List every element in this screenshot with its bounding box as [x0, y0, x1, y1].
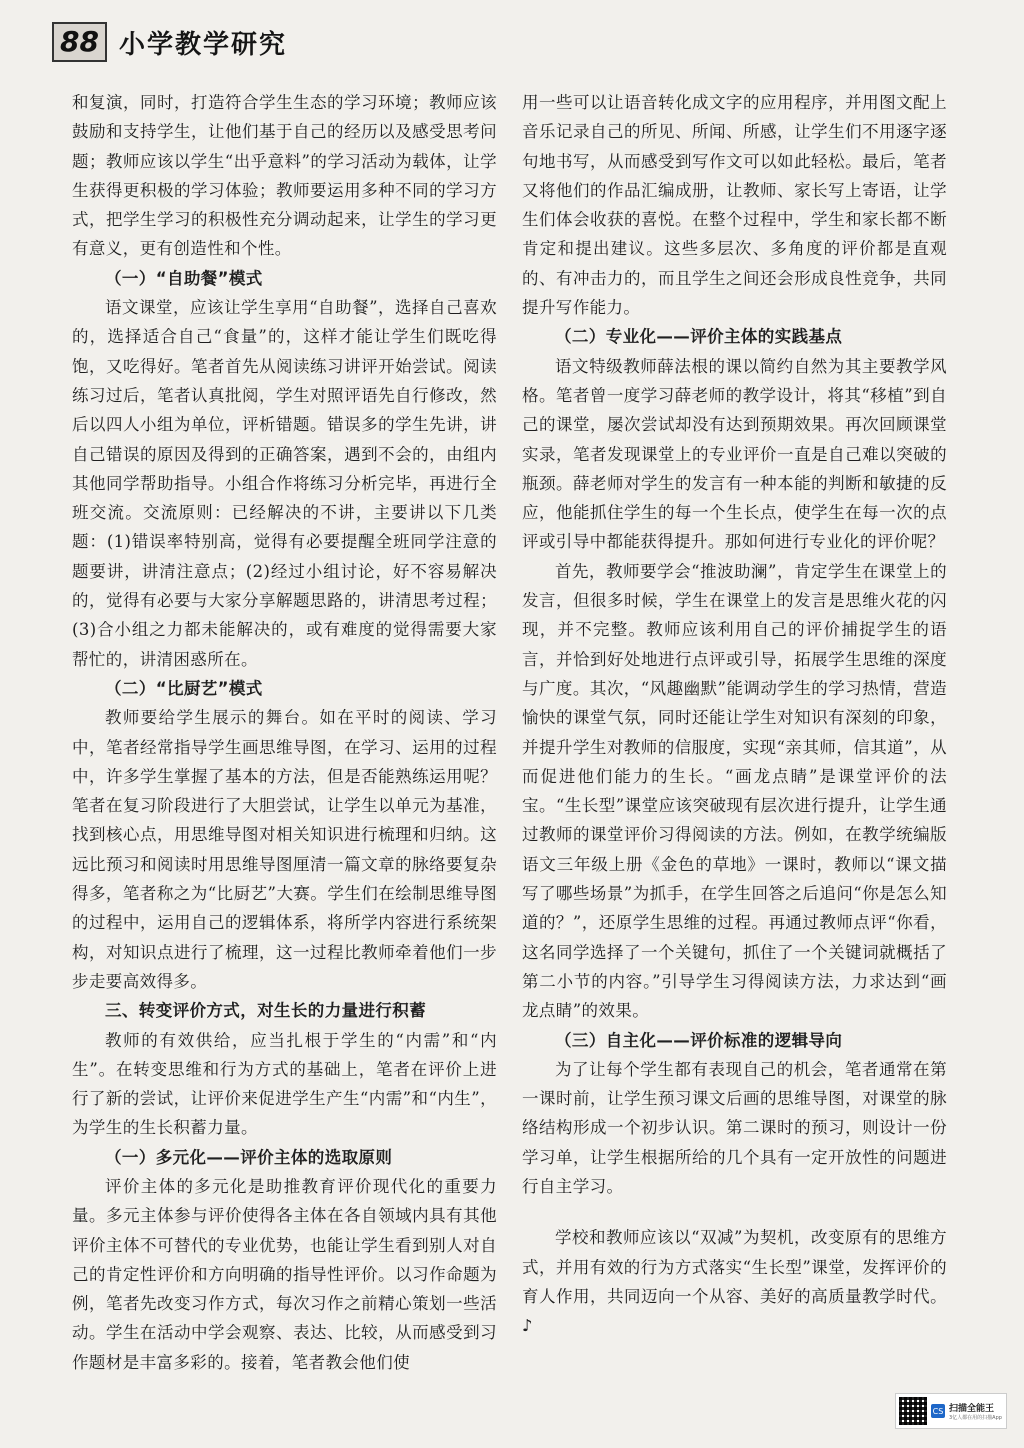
qr-code-icon	[899, 1397, 927, 1425]
paragraph: 和复演，同时，打造符合学生生态的学习环境；教师应该鼓励和支持学生，让他们基于自己的经历以及感受思考问题；教师应该以学生“出乎意料”的学习活动为载体，让学生获得更积极的学习体验；教师要运用多种不同的学习方式，把学生学习的积极性充分调动起来，让学生的学习更有意义，更有创造性和个性。	[72, 93, 497, 259]
right-column	[522, 88, 947, 1340]
page-number: 88	[52, 22, 107, 62]
camscanner-logo-icon: CS	[931, 1404, 945, 1418]
page-header	[52, 18, 287, 66]
paragraph: 首先，教师要学会“推波助澜”，肯定学生在课堂上的发言，但很多时候，学生在课堂上的发言是思维火花的闪现，并不完整。教师应该利用自己的评价捕捉学生的语言，并恰到好处地进行点评或引导，拓展学生思维的深度与广度。其次，“风趣幽默”能调动学生的学习热情，营造愉快的课堂气氛，同时还能让学生对知识有深刻的印象，并提升学生对教师的信服度，实现“亲其师，信其道”，从而促进他们能力的生长。“画龙点睛”是课堂评价的法宝。“生长型”课堂应该突破现有层次进行提升，让学生通过教师的课堂评价习得阅读的方法。例如，在教学统编版语文三年级上册《金色的草地》一课时，教师以“课文描写了哪些场景”为抓手，在学生回答之后追问“你是怎么知道的？”，还原学生思维的过程。再通过教师点评“你看，这名同学选择了一个关键句，抓住了一个关键词就概括了第二小节的内容。”引导学生习得阅读方法，力求达到“画龙点睛”的效果。	[522, 561, 947, 1021]
section-heading: （二）“比厨艺”模式	[105, 678, 263, 698]
section-heading: （一）多元化——评价主体的选取原则	[105, 1147, 393, 1167]
watermark-subtitle: 3亿人都在用的扫描App	[949, 1415, 1002, 1421]
section-heading: （三）自主化——评价标准的逻辑导向	[555, 1030, 843, 1050]
paragraph: 教师要给学生展示的舞台。如在平时的阅读、学习中，笔者经常指导学生画思维导图，在学习、运用的过程中，许多学生掌握了基本的方法，但是否能熟练运用呢？笔者在复习阶段进行了大胆尝试，让学生以单元为基准，找到核心点，用思维导图对相关知识进行梳理和归纳。这远比预习和阅读时用思维导图厘清一篇文章的脉络要复杂得多，笔者称之为“比厨艺”大赛。学生们在绘制思维导图的过程中，运用自己的逻辑体系，将所学内容进行系统架构，对知识点进行了梳理，这一过程比教师牵着他们一步步走要高效得多。	[72, 708, 497, 991]
watermark-title: 扫描全能王	[949, 1404, 995, 1414]
scanner-watermark	[895, 1393, 1007, 1429]
paragraph: 评价主体的多元化是助推教育评价现代化的重要力量。多元主体参与评价使得各主体在各自领域内具有其他评价主体不可替代的专业优势，也能让学生看到别人对自己的肯定性评价和方向明确的指导性评价。以习作命题为例，笔者先改变习作方式，每次习作之前精心策划一些活动。学生在活动中学会观察、表达、比较，从而感受到习作题材是丰富多彩的。接着，笔者教会他们使	[72, 1176, 497, 1372]
left-column	[72, 88, 497, 1377]
paragraph-gap	[522, 1201, 947, 1223]
paragraph: 用一些可以让语音转化成文字的应用程序，并用图文配上音乐记录自己的所见、所闻、所感，让学生们不用逐字逐句地书写，从而感受到写作文可以如此轻松。最后，笔者又将他们的作品汇编成册，让教师、家长写上寄语，让学生们体会收获的喜悦。在整个过程中，学生和家长都不断肯定和提出建议。这些多层次、多角度的评价都是直观的、有冲击力的，而且学生之间还会形成良性竞争，共同提升写作能力。	[522, 93, 947, 318]
paragraph: 语文特级教师薛法根的课以简约自然为其主要教学风格。笔者曾一度学习薛老师的教学设计，将其“移植”到自己的课堂，屡次尝试却没有达到预期效果。再次回顾课堂实录，笔者发现课堂上的专业评价一直是自己难以突破的瓶颈。薛老师对学生的发言有一种本能的判断和敏捷的反应，他能抓住学生的每一个生长点，使学生在每一次的点评或引导中都能获得提升。那如何进行专业化的评价呢？	[522, 356, 947, 552]
paragraph: 为了让每个学生都有表现自己的机会，笔者通常在第一课时前，让学生预习课文后画的思维导图，对课堂的脉络结构形成一个初步认识。第二课时的预习，则设计一份学习单，让学生根据所给的几个具有一定开放性的问题进行自主学习。	[522, 1059, 947, 1196]
paragraph: 学校和教师应该以“双减”为契机，改变原有的思维方式，并用有效的行为方式落实“生长型”课堂，发挥评价的育人作用，共同迈向一个从容、美好的高质量教学时代。♪	[522, 1228, 947, 1336]
journal-title: 小学教学研究	[118, 29, 287, 60]
paragraph: 教师的有效供给，应当扎根于学生的“内需”和“内生”。在转变思维和行为方式的基础上，笔者在评价上进行了新的尝试，让评价来促进学生产生“内需”和“内生”，为学生的生长积蓄力量。	[72, 1030, 497, 1138]
section-heading: （一）“自助餐”模式	[105, 268, 263, 288]
section-heading: 三、转变评价方式，对生长的力量进行积蓄	[105, 1001, 427, 1021]
paragraph: 语文课堂，应该让学生享用“自助餐”，选择自己喜欢的，选择适合自己“食量”的，这样才能让学生们既吃得饱，又吃得好。笔者首先从阅读练习讲评开始尝试。阅读练习过后，笔者认真批阅，学生对照评语先自行修改，然后以四人小组为单位，评析错题。错误多的学生先讲，讲自己错误的原因及得到的正确答案，遇到不会的，由组内其他同学帮助指导。小组合作将练习分析完毕，再进行全班交流。交流原则：已经解决的不讲，主要讲以下几类题：(1)错误率特别高，觉得有必要提醒全班同学注意的题要讲，讲清注意点；(2)经过小组讨论，好不容易解决的，觉得有必要与大家分享解题思路的，讲清思考过程；(3)合小组之力都未能解决的，或有难度的觉得需要大家帮忙的，讲清困惑所在。	[72, 298, 497, 669]
section-heading: （二）专业化——评价主体的实践基点	[555, 327, 843, 347]
